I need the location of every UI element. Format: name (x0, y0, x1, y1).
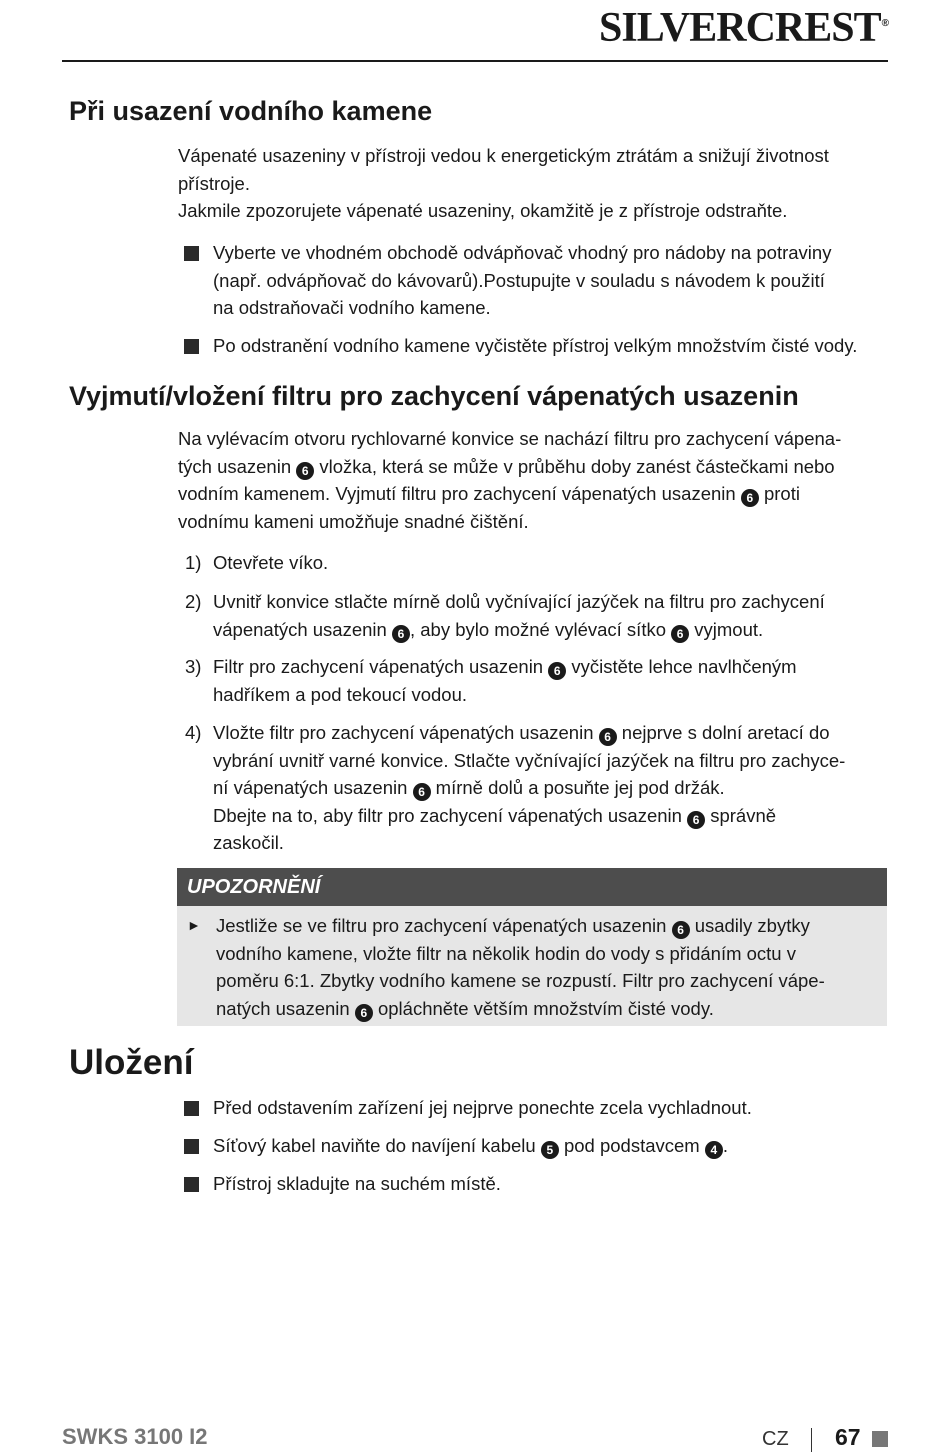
ref-6-icon: 6 (548, 662, 566, 680)
footer-divider (811, 1428, 812, 1452)
bullet-square-icon (184, 1177, 199, 1192)
warning-text: Jestliže se ve filtru pro zachycení vápenatých usazenin 6 usadily zbytky vodního kamene, vložte filtr na několik hodin do vody s přidáním octu v poměru 6:1. Zbytky vodního kamene se rozpustí. Filtr pro zachycení vápe- natých usazenin 6 opláchněte větším množstvím čisté vody. (216, 915, 825, 1020)
bullet-square-icon (184, 339, 199, 354)
page-number: 67 (835, 1424, 861, 1450)
ref-6-icon: 6 (413, 783, 431, 801)
section-heading-storage: Uložení (69, 1043, 194, 1082)
ref-6-icon: 6 (741, 489, 759, 507)
ref-6-icon: 6 (392, 625, 410, 643)
ref-6-icon: 6 (687, 811, 705, 829)
ref-5-icon: 5 (541, 1141, 559, 1159)
header-rule (62, 60, 888, 62)
arrow-right-icon: ► (187, 917, 201, 933)
warning-box (177, 868, 887, 1026)
section-heading-descaling: Při usazení vodního kamene (69, 96, 433, 126)
footer-language: CZ (762, 1428, 789, 1450)
footer-model: SWKS 3100 I2 (62, 1424, 208, 1449)
ref-6-icon: 6 (355, 1004, 373, 1022)
section-heading-filter: Vyjmutí/vložení filtru pro zachycení vápenatých usazenin (69, 381, 799, 411)
ref-6-icon: 6 (671, 625, 689, 643)
silvercrest-logo: SILVERCREST® (599, 5, 888, 51)
warning-title: UPOZORNĚNÍ (177, 868, 887, 906)
ref-6-icon: 6 (672, 921, 690, 939)
ref-6-icon: 6 (296, 462, 314, 480)
footer-square-icon (872, 1431, 888, 1447)
ref-4-icon: 4 (705, 1141, 723, 1159)
bullet-square-icon (184, 1139, 199, 1154)
filter-intro: Na vylévacím otvoru rychlovarné konvice se nachází filtru pro zachycení vápena- tých usazenin 6 vložka, která se může v průběhu doby zanést částečkami nebo vodním kamenem. Vyjmutí filtru pro zachycení vápenatých usazenin 6 proti vodnímu kameni umožňuje snadné čištění. (178, 428, 842, 532)
descaling-intro: Vápenaté usazeniny v přístroji vedou k energetickým ztrátám a snižují životnost přístroje. Jakmile zpozorujete vápenaté usazeniny, okamžitě je z přístroje odstraňte. (178, 145, 829, 221)
bullet-square-icon (184, 1101, 199, 1116)
bullet-square-icon (184, 246, 199, 261)
ref-6-icon: 6 (599, 728, 617, 746)
